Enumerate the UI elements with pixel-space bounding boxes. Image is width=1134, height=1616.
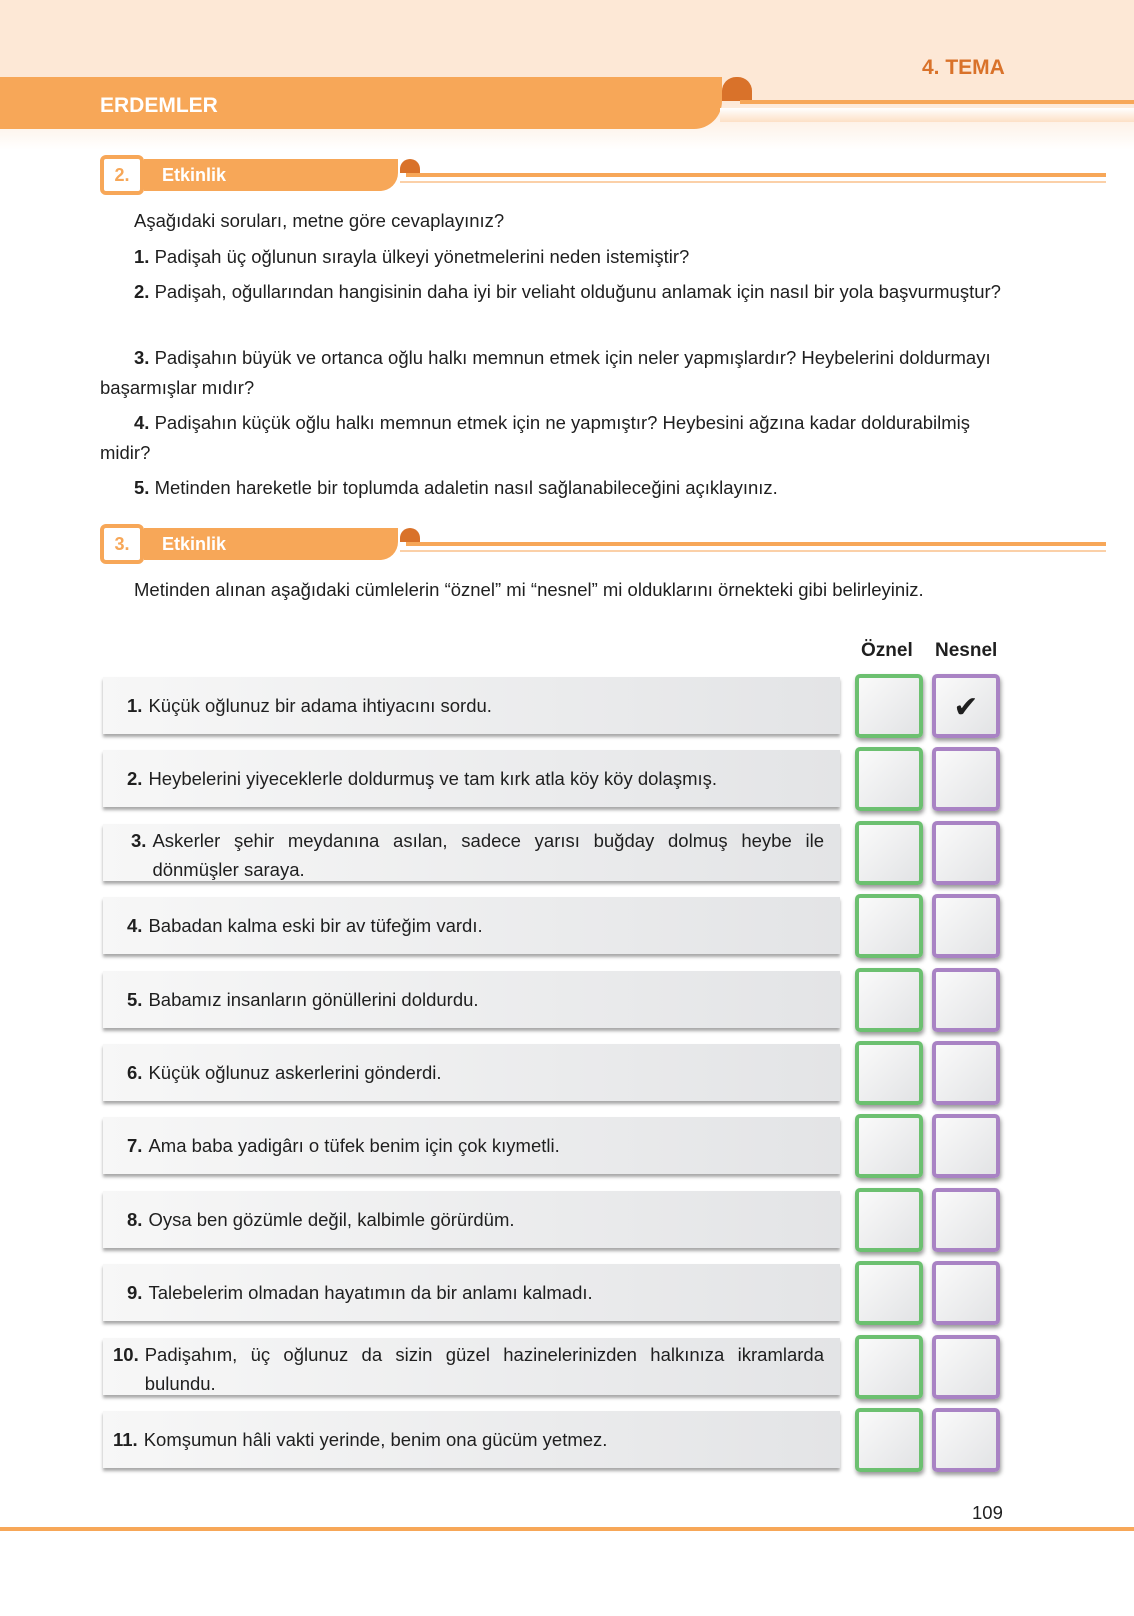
activity-2-intro: Aşağıdaki soruları, metne göre cevaplayınız? — [134, 210, 505, 231]
statement-row — [103, 824, 840, 881]
question — [100, 408, 1006, 468]
column-header-nesnel: Nesnel — [935, 640, 998, 661]
activity-2-header — [100, 155, 1006, 195]
nesnel-checkbox[interactable] — [932, 894, 1000, 958]
divider — [406, 542, 1106, 546]
statement-text: Küçük oğlunuz askerlerini gönderdi. — [148, 1062, 442, 1083]
question — [100, 473, 1006, 503]
oznel-checkbox[interactable] — [855, 747, 923, 811]
nesnel-checkbox[interactable]: ✔ — [932, 674, 1000, 738]
statement-row — [103, 677, 840, 734]
question — [100, 277, 1006, 307]
statement-number: 9. — [127, 1282, 143, 1304]
question-number: 2. — [134, 281, 150, 302]
fold — [400, 159, 420, 173]
question-text: Padişah üç oğlunun sırayla ülkeyi yönetmelerini neden istemiştir? — [154, 246, 690, 267]
divider — [400, 181, 1106, 183]
theme-label: 4. TEMA — [922, 56, 1005, 79]
statement-row — [103, 750, 840, 807]
nesnel-checkbox[interactable] — [932, 1041, 1000, 1105]
question — [100, 343, 1006, 403]
oznel-checkbox[interactable] — [855, 1188, 923, 1252]
statement-text: Talebelerim olmadan hayatımın da bir anlamı kalmadı. — [148, 1282, 593, 1304]
statement-row — [103, 1411, 840, 1468]
statement-row — [103, 897, 840, 954]
activity-3-intro: Metinden alınan aşağıdaki cümlelerin “öznel” mi “nesnel” mi olduklarını örnekteki gibi belirleyiniz. — [134, 579, 924, 600]
divider — [740, 100, 1134, 104]
nesnel-checkbox[interactable] — [932, 747, 1000, 811]
nesnel-checkbox[interactable] — [932, 968, 1000, 1032]
question-text: Metinden hareketle bir toplumda adaletin nasıl sağlanabileceğini açıklayınız. — [154, 477, 778, 498]
question — [100, 242, 1006, 272]
nesnel-checkbox[interactable] — [932, 1114, 1000, 1178]
statement-number: 10. — [113, 1343, 139, 1365]
oznel-checkbox[interactable] — [855, 1041, 923, 1105]
oznel-checkbox[interactable] — [855, 821, 923, 885]
statement-row — [103, 971, 840, 1028]
question-number: 5. — [134, 477, 150, 498]
oznel-checkbox[interactable] — [855, 1408, 923, 1472]
statement-number: 7. — [127, 1135, 143, 1157]
oznel-checkbox[interactable] — [855, 1335, 923, 1399]
statement-text: Babadan kalma eski bir av tüfeğim vardı. — [148, 915, 483, 937]
statement-row — [103, 1191, 840, 1248]
question-number: 4. — [134, 412, 150, 433]
statement-text: Komşumun hâli vakti yerinde, benim ona gücüm yetmez. — [143, 1429, 608, 1450]
question-text: Padişahın büyük ve ortanca oğlu halkı memnun etmek için neler yapmışlardır? Heybelerini doldurmayı başarmışlar mıdır? — [100, 347, 991, 398]
statement-text: Küçük oğlunuz bir adama ihtiyacını sordu. — [148, 695, 492, 716]
divider-shadow — [720, 108, 1134, 122]
oznel-checkbox[interactable] — [855, 1261, 923, 1325]
nesnel-checkbox[interactable] — [932, 1335, 1000, 1399]
statement-text: Oysa ben gözümle değil, kalbimle görürdüm. — [148, 1208, 515, 1230]
statement-text: Ama baba yadigârı o tüfek benim için çok kıymetli. — [148, 1135, 560, 1157]
divider — [406, 173, 1106, 177]
activity-label: Etkinlik — [144, 159, 398, 191]
fold — [400, 528, 420, 542]
activity-number: 3. — [100, 524, 144, 564]
oznel-checkbox[interactable] — [855, 968, 923, 1032]
band-fold — [722, 77, 752, 101]
statement-number: 2. — [127, 768, 143, 790]
statement-text: Babamız insanların gönüllerini doldurdu. — [148, 988, 479, 1010]
statement-number: 6. — [127, 1062, 143, 1083]
question-number: 1. — [134, 246, 150, 267]
column-header-oznel: Öznel — [861, 640, 913, 661]
nesnel-checkbox[interactable] — [932, 1261, 1000, 1325]
nesnel-checkbox[interactable] — [932, 1408, 1000, 1472]
question-number: 3. — [134, 347, 150, 368]
statement-number: 3. — [131, 829, 147, 851]
footer-line — [0, 1527, 1134, 1531]
oznel-checkbox[interactable] — [855, 894, 923, 958]
nesnel-checkbox[interactable] — [932, 1188, 1000, 1252]
statement-number: 4. — [127, 915, 143, 937]
question-text: Padişah, oğullarından hangisinin daha iyi bir veliaht olduğunu anlamak için nasıl bir yola başvurmuştur? — [154, 281, 1001, 302]
statement-text: Askerler şehir meydanına asılan, sadece yarısı buğday dolmuş heybe ile dönmüşler saraya. — [152, 829, 824, 880]
oznel-checkbox[interactable] — [855, 1114, 923, 1178]
statement-row — [103, 1117, 840, 1174]
statement-number: 5. — [127, 988, 143, 1010]
activity-number: 2. — [100, 155, 144, 195]
statement-number: 8. — [127, 1208, 143, 1230]
statement-text: Heybelerini yiyeceklerle doldurmuş ve tam kırk atla köy köy dolaşmış. — [148, 768, 718, 790]
statement-row — [103, 1264, 840, 1321]
statement-row — [103, 1044, 840, 1101]
statement-number: 1. — [127, 695, 143, 716]
statement-row — [103, 1338, 840, 1395]
activity-3-header — [100, 524, 1006, 564]
activity-label: Etkinlik — [144, 528, 398, 560]
divider — [400, 550, 1106, 552]
section-title: ERDEMLER — [100, 94, 218, 117]
nesnel-checkbox[interactable] — [932, 821, 1000, 885]
oznel-checkbox[interactable] — [855, 674, 923, 738]
page-number: 109 — [972, 1502, 1003, 1523]
question-text: Padişahın küçük oğlu halkı memnun etmek için ne yapmıştır? Heybesini ağzına kadar doldurabilmiş midir? — [100, 412, 971, 463]
statement-text: Padişahım, üç oğlunuz da sizin güzel hazinelerinizden halkınıza ikramlarda bulundu. — [144, 1343, 824, 1394]
statement-number: 11. — [113, 1429, 138, 1450]
